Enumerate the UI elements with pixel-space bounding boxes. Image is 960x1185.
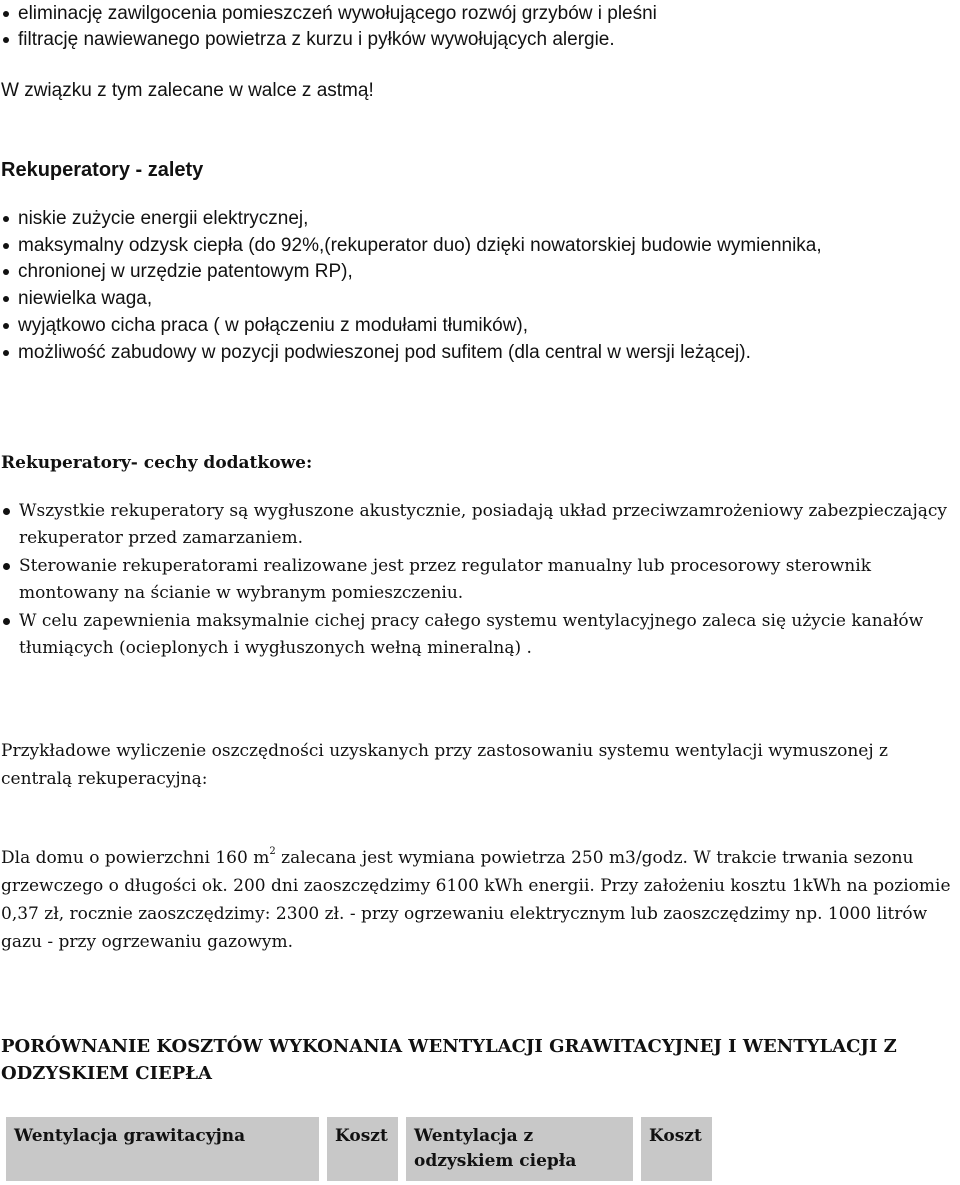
cost-comparison-heading: PORÓWNANIE KOSZTÓW WYKONANIA WENTYLACJI GRAWITACYJNEJ I WENTYLACJI Z ODZYSKIEM CIEPŁA — [1, 1036, 897, 1084]
list-item: maksymalny odzysk ciepła (do 92%,(rekuperator duo) dzięki nowatorskiej budowie wymiennika, — [1, 233, 822, 260]
text-fragment: zalecana jest wymiana powietrza 250 m3/godz. W trakcie trwania sezonu grzewczego o długości ok. 200 dni zaoszczędzimy 6100 kWh energii. Przy założeniu kosztu 1kWh na poziomie 0,37 zł, rocznie zaoszczędzimy: 2300 zł. - przy ogrzewaniu elektrycznym lub zaoszczędzimy np. 1000 litrów gazu - przy ogrzewaniu gazowym. — [1, 848, 951, 952]
example-calculation-intro: Przykładowe wyliczenie oszczędności uzyskanych przy zastosowaniu systemu wentylacji wymuszonej z centralą rekuperacyjną: — [1, 741, 888, 789]
zalety-list — [1, 206, 822, 366]
list-item: Wszystkie rekuperatory są wygłuszone akustycznie, posiadają układ przeciwzamrożeniowy zabezpieczający rekuperator przed zamarzaniem. — [1, 498, 956, 552]
list-item: możliwość zabudowy w pozycji podwieszonej pod sufitem (dla central w wersji leżącej). — [1, 340, 822, 367]
list-item: wyjątkowo cicha praca ( w połączeniu z modułami tłumików), — [1, 313, 822, 340]
column-header: Wentylacja grawitacyjna — [6, 1117, 319, 1181]
cost-comparison-table-header — [6, 1117, 712, 1181]
asthma-note: W związku z tym zalecane w walce z astmą! — [1, 80, 374, 101]
section-heading-cechy: Rekuperatory- cechy dodatkowe: — [1, 453, 313, 473]
list-item: chronionej w urzędzie patentowym RP), — [1, 259, 822, 286]
column-header: Wentylacja z odzyskiem ciepła — [406, 1117, 633, 1181]
list-item: W celu zapewnienia maksymalnie cichej pracy całego systemu wentylacyjnego zaleca się użycie kanałów tłumiących (ocieplonych i wygłuszonych wełną mineralną) . — [1, 608, 956, 662]
column-header: Koszt — [641, 1117, 712, 1181]
list-item: niewielka waga, — [1, 286, 822, 313]
list-item: niskie zużycie energii elektrycznej, — [1, 206, 822, 233]
intro-bullet-list — [1, 1, 657, 53]
list-item: eliminację zawilgocenia pomieszczeń wywołującego rozwój grzybów i pleśni — [1, 1, 657, 27]
column-header: Koszt — [327, 1117, 398, 1181]
superscript: 2 — [269, 846, 276, 857]
text-fragment: Dla domu o powierzchni 160 m — [1, 848, 270, 868]
list-item: filtrację nawiewanego powietrza z kurzu i pyłków wywołujących alergie. — [1, 27, 657, 53]
list-item: Sterowanie rekuperatorami realizowane jest przez regulator manualny lub procesorowy sterownik montowany na ścianie w wybranym pomieszczeniu. — [1, 553, 956, 607]
section-heading-zalety: Rekuperatory - zalety — [1, 159, 204, 181]
example-calculation-text — [1, 844, 959, 956]
cechy-list — [1, 498, 956, 663]
